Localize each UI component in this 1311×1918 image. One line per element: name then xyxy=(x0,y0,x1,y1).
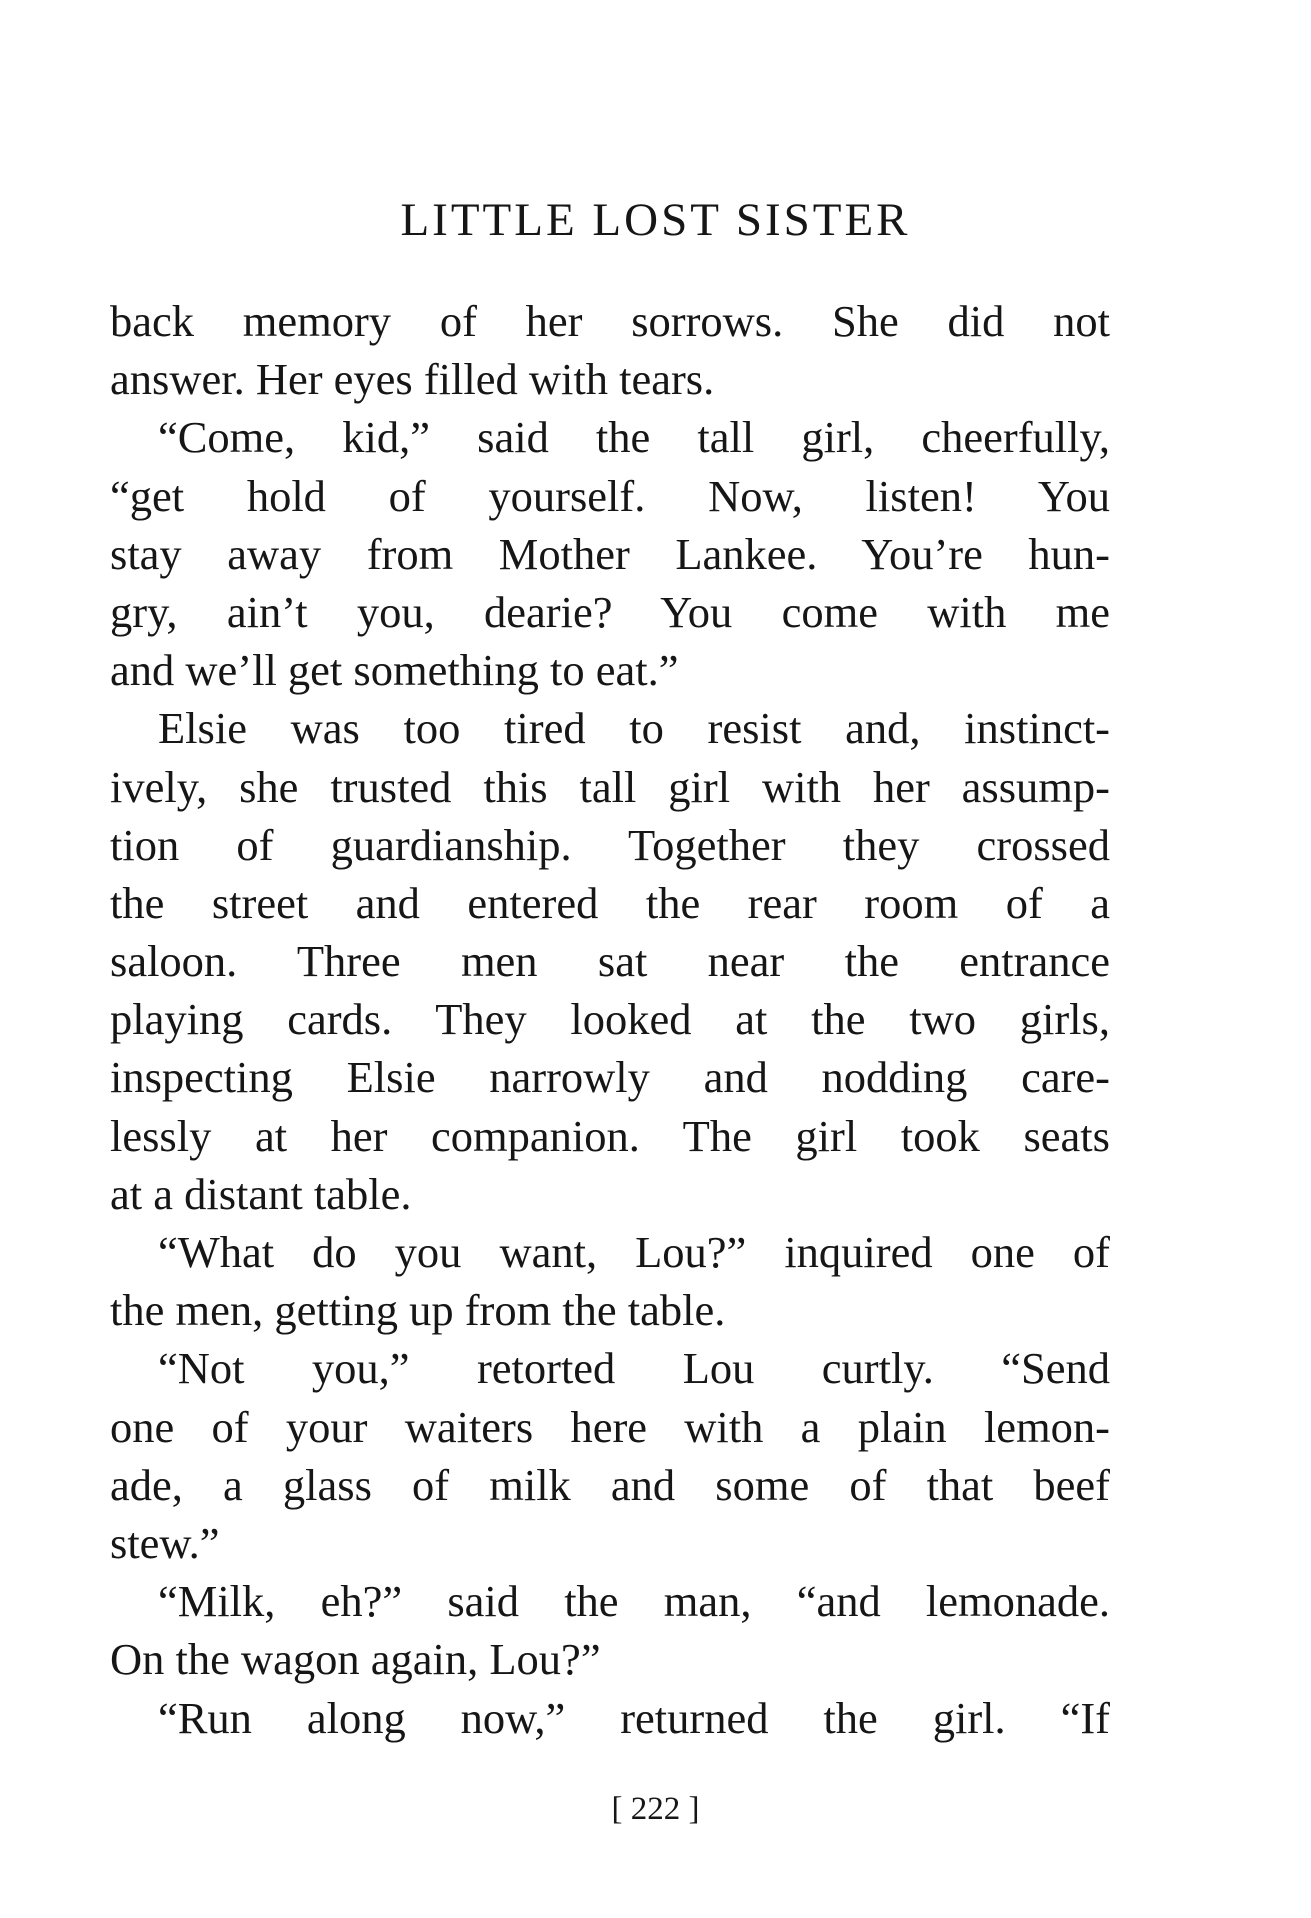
text-line: gry, ain’t you, dearie? You come with me xyxy=(110,586,1110,637)
text-line: playing cards. They looked at the two girls, xyxy=(110,994,1110,1045)
text-line: “get hold of yourself. Now, listen! You xyxy=(110,470,1110,521)
text-line: answer. Her eyes filled with tears. xyxy=(110,354,715,405)
text-line: Elsie was too tired to resist and, instinct- xyxy=(158,703,1110,754)
text-line: at a distant table. xyxy=(110,1168,412,1219)
text-line: “Come, kid,” said the tall girl, cheerfully, xyxy=(158,412,1110,463)
text-line: “Milk, eh?” said the man, “and lemonade. xyxy=(158,1576,1110,1627)
page-number: [ 222 ] xyxy=(611,1791,700,1827)
text-line: On the wagon again, Lou?” xyxy=(110,1634,601,1685)
text-line: “What do you want, Lou?” inquired one of xyxy=(158,1227,1110,1277)
text-line: inspecting Elsie narrowly and nodding care- xyxy=(110,1052,1110,1103)
text-line: the street and entered the rear room of a xyxy=(110,877,1110,928)
text-line: saloon. Three men sat near the entrance xyxy=(110,936,1110,987)
text-line: one of your waiters here with a plain lemon- xyxy=(110,1401,1110,1452)
body-text xyxy=(110,292,1110,1747)
text-line: and we’ll get something to eat.” xyxy=(110,645,679,696)
text-line: back memory of her sorrows. She did not xyxy=(110,296,1110,346)
text-line: stew.” xyxy=(110,1517,220,1568)
text-line: “Not you,” retorted Lou curtly. “Send xyxy=(158,1343,1110,1394)
text-line: lessly at her companion. The girl took seats xyxy=(110,1110,1110,1161)
text-line: ively, she trusted this tall girl with her assump- xyxy=(110,761,1110,812)
text-line: “Run along now,” returned the girl. “If xyxy=(158,1692,1110,1743)
text-line: stay away from Mother Lankee. You’re hun- xyxy=(110,528,1110,579)
text-line: tion of guardianship. Together they crossed xyxy=(110,819,1110,870)
running-title: LITTLE LOST SISTER xyxy=(400,194,911,246)
text-line: the men, getting up from the table. xyxy=(110,1285,726,1336)
text-line: ade, a glass of milk and some of that beef xyxy=(110,1459,1110,1510)
